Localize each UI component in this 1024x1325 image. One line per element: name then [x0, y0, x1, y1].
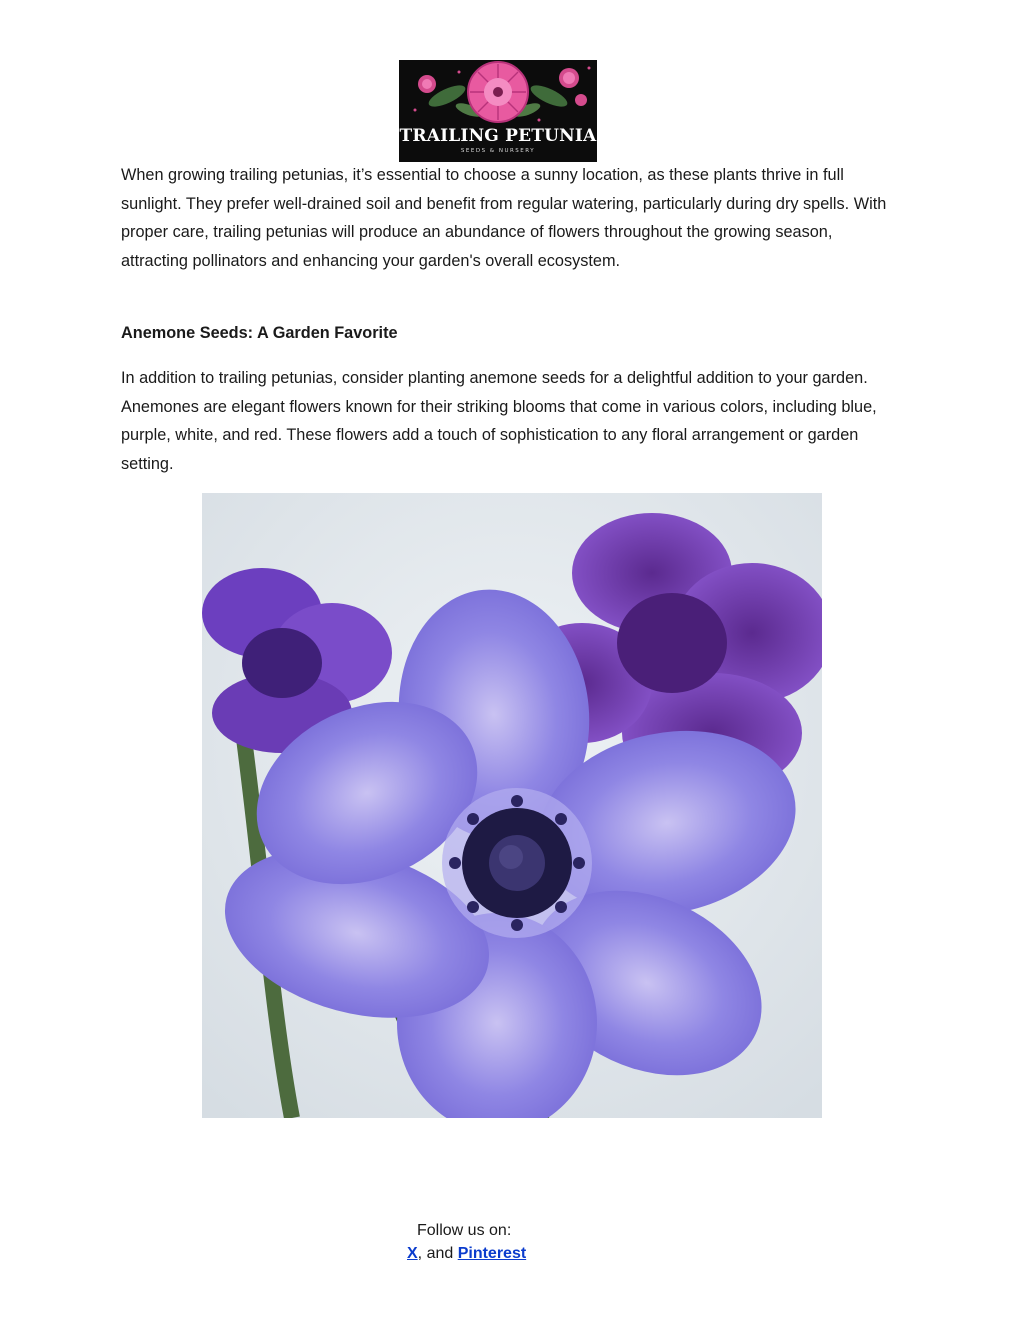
logo-title: TRAILING PETUNIA [399, 126, 597, 146]
follow-label: Follow us on: [417, 1222, 512, 1239]
x-link[interactable]: X [407, 1245, 418, 1262]
logo-subtitle: SEEDS & NURSERY [460, 148, 536, 154]
brand-logo [399, 60, 597, 162]
petunia-flower-icon [399, 60, 597, 162]
links-separator: , and [417, 1245, 458, 1262]
social-links [407, 1242, 526, 1266]
anemone-flower-icon [202, 493, 822, 1118]
anemone-photo [202, 493, 822, 1118]
section-heading: Anemone Seeds: A Garden Favorite [121, 324, 398, 342]
section-paragraph: In addition to trailing petunias, consider planting anemone seeds for a delightful addition to your garden. Anemones are elegant flowers known for their striking blooms that come in various colors, including blue, purple, white, and red. These flowers add a touch of sophistication to any floral arrangement or garden setting. [121, 369, 877, 473]
pinterest-link[interactable]: Pinterest [457, 1245, 527, 1262]
intro-paragraph: When growing trailing petunias, it’s essential to choose a sunny location, as these plants thrive in full sunlight. They prefer well-drained soil and benefit from regular watering, particularly during dry spells. With proper care, trailing petunias will produce an abundance of flowers throughout the growing season, attracting pollinators and enhancing your garden's overall ecosystem. [121, 166, 887, 270]
